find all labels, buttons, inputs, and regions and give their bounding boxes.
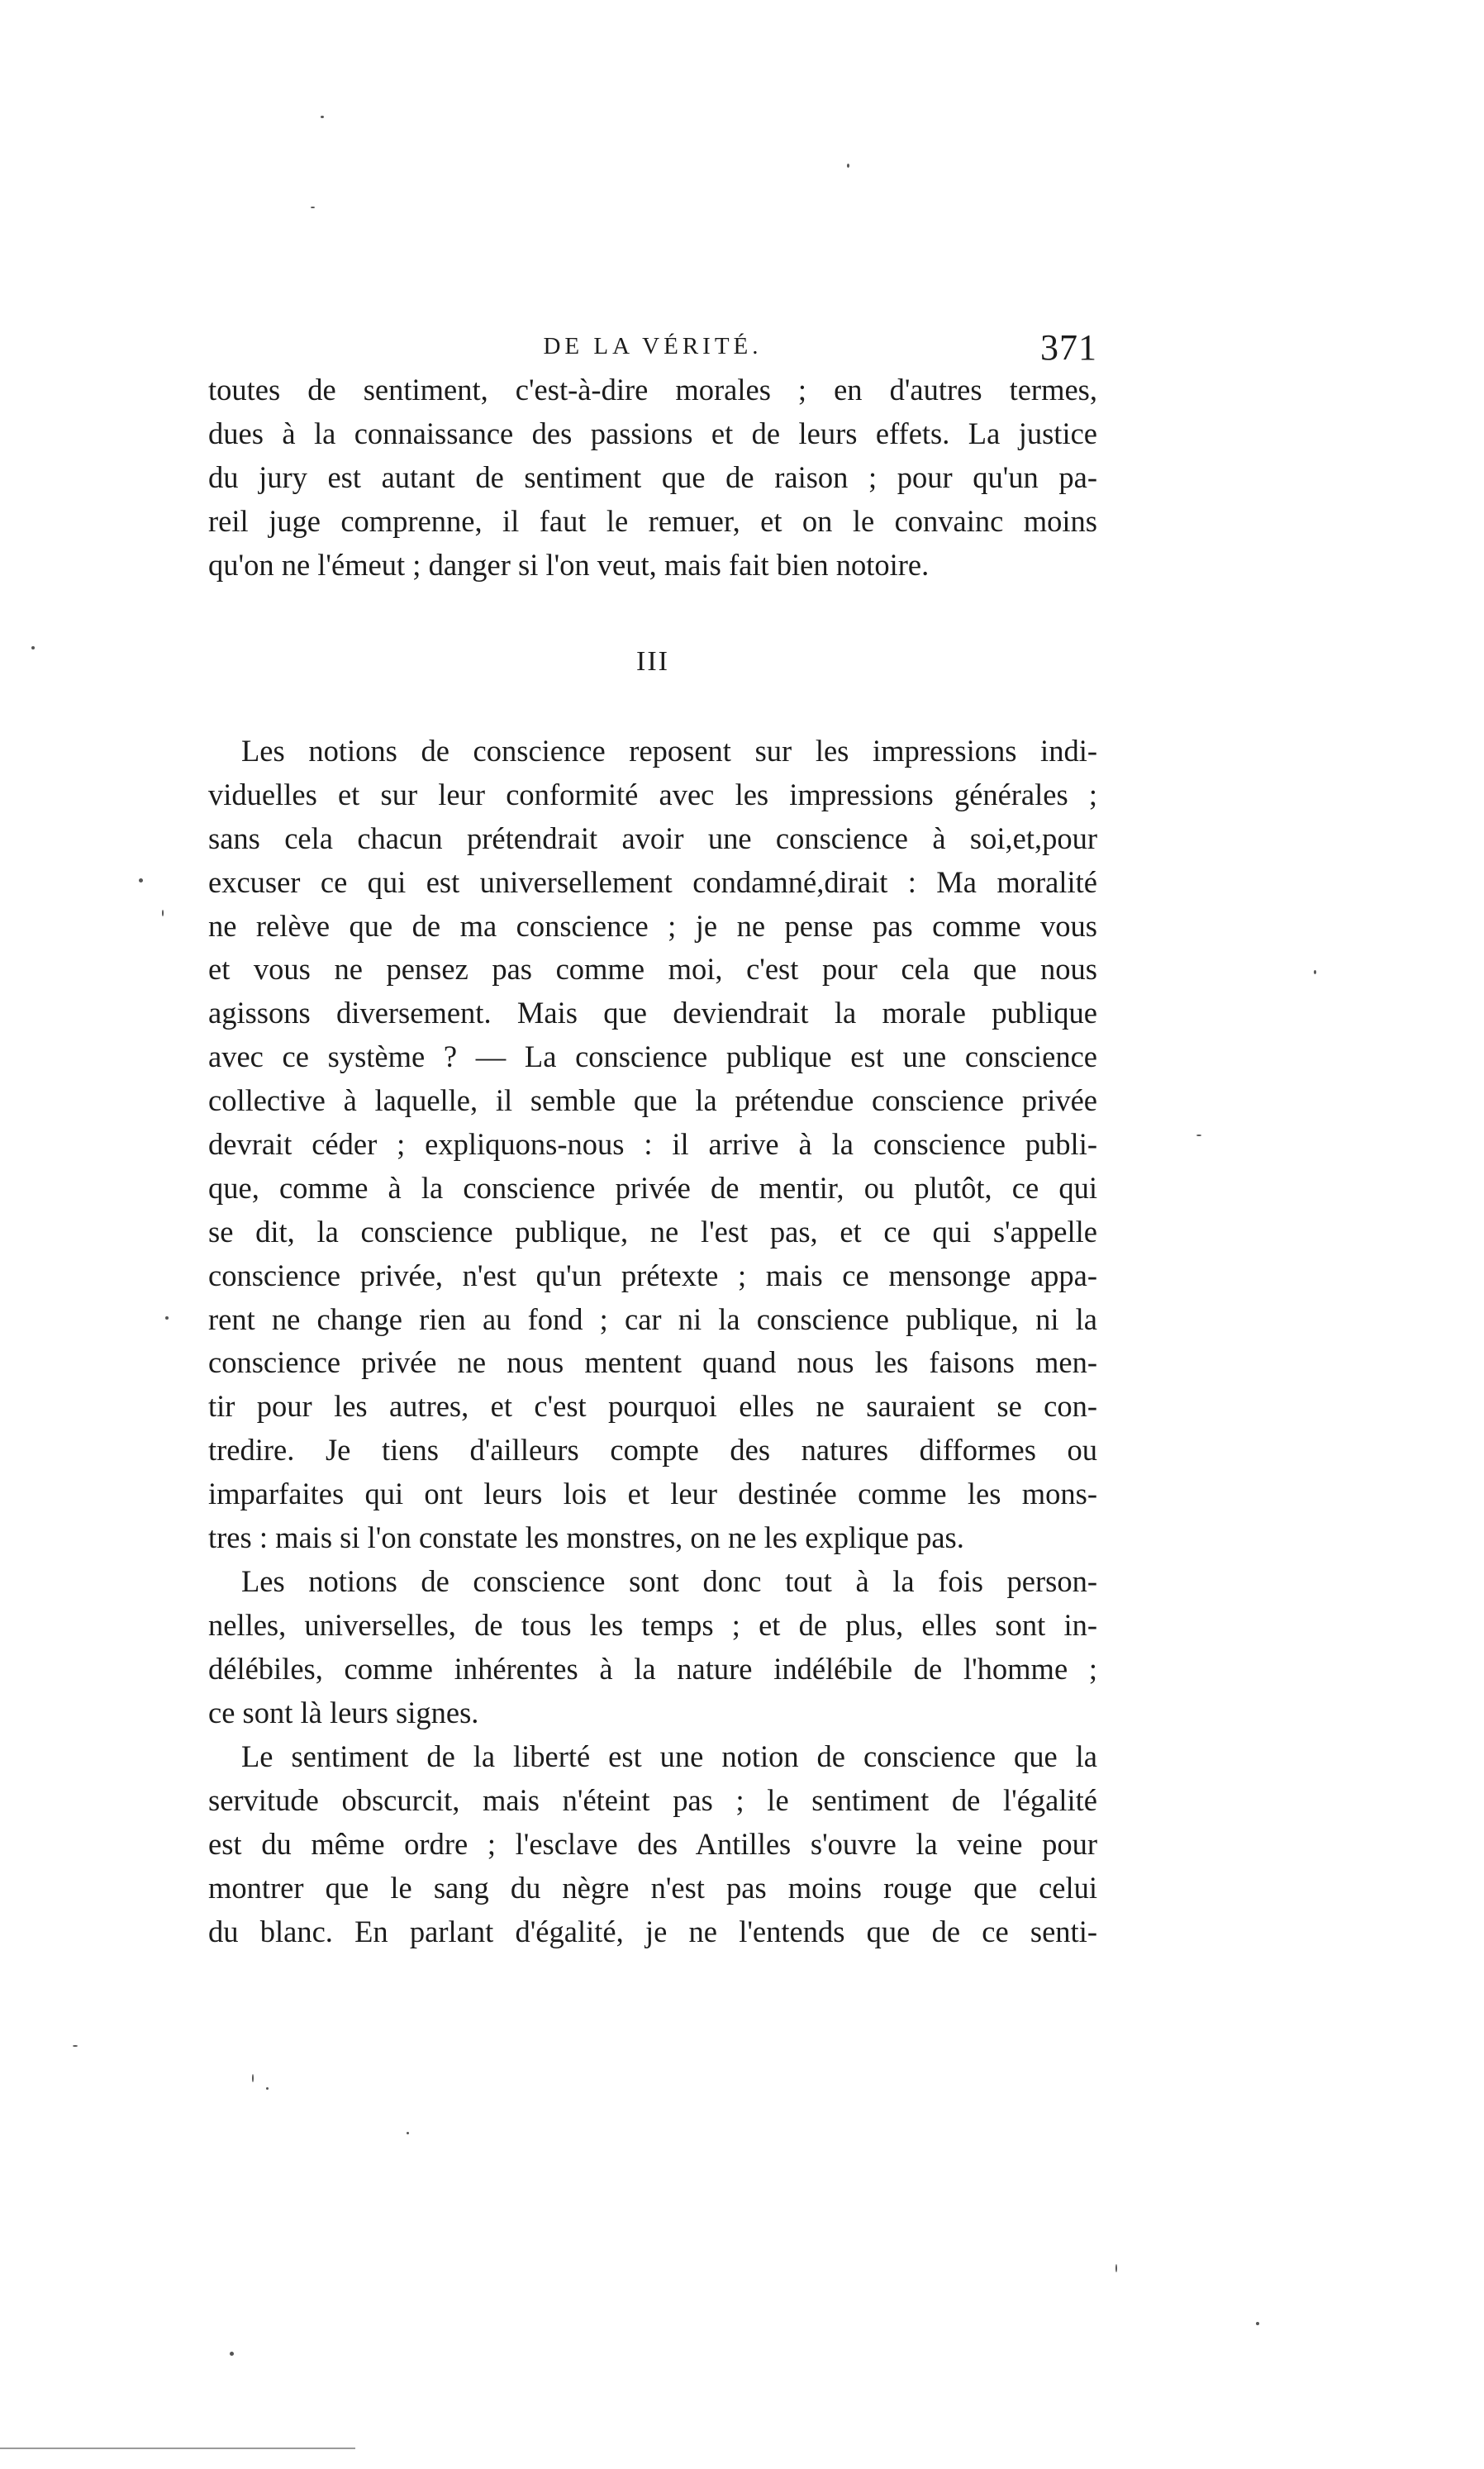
text-line: ce sont là leurs signes. [208, 1695, 479, 1729]
scan-speck [407, 2132, 409, 2134]
text-line: viduelles et sur leur conformité avec les impressions générales ; [208, 777, 1097, 811]
text-line: avec ce système ? — La conscience publique est une conscience [208, 1039, 1097, 1074]
text-line: Le sentiment de la liberté est une notion de conscience que la [241, 1739, 1097, 1773]
scan-speck [1115, 2264, 1117, 2272]
text-line: du blanc. En parlant d'égalité, je ne l'entends que de ce senti- [208, 1914, 1097, 1948]
page-number: 371 [1040, 327, 1097, 368]
paragraph-two [208, 1560, 1097, 1735]
text-line: devrait céder ; expliquons-nous : il arrive à la conscience publi- [208, 1127, 1097, 1162]
scan-speck [311, 207, 315, 208]
text-line: nelles, universelles, de tous les temps ; et de plus, elles sont in- [208, 1607, 1097, 1642]
scan-speck [230, 2352, 234, 2356]
scan-speck [162, 910, 164, 916]
text-line: qu'on ne l'émeut ; danger si l'on veut, mais fait bien notoire. [208, 547, 930, 582]
scan-speck [31, 646, 35, 649]
text-line: montrer que le sang du nègre n'est pas moins rouge que celui [208, 1870, 1097, 1905]
text-line: collective à laquelle, il semble que la prétendue conscience privée [208, 1083, 1097, 1118]
scan-speck [321, 116, 324, 118]
text-line: que, comme à la conscience privée de mentir, ou plutôt, ce qui [208, 1170, 1097, 1205]
scan-speck [139, 878, 143, 882]
text-line: reil juge comprenne, il faut le remuer, et on le convainc moins [208, 503, 1097, 538]
text-line: dues à la connaissance des passions et de leurs effets. La justice [208, 416, 1097, 450]
text-line: du jury est autant de sentiment que de raison ; pour qu'un pa- [208, 459, 1097, 494]
scan-speck [165, 1316, 169, 1320]
text-line: délébiles, comme inhérentes à la nature indélébile de l'homme ; [208, 1651, 1097, 1686]
text-line: se dit, la conscience publique, ne l'est pas, et ce qui s'appelle [208, 1214, 1097, 1249]
text-line: tir pour les autres, et c'est pourquoi elles ne sauraient se con- [208, 1389, 1097, 1424]
text-line: conscience privée ne nous mentent quand nous les faisons men- [208, 1345, 1097, 1380]
scan-speck [847, 164, 849, 168]
text-line: sans cela chacun prétendrait avoir une conscience à soi,et,pour [208, 821, 1097, 855]
scan-speck [1256, 2322, 1259, 2325]
continuation-paragraph [208, 369, 1097, 587]
scan-speck [1314, 970, 1316, 974]
text-line: et vous ne pensez pas comme moi, c'est pour cela que nous [208, 952, 1097, 987]
scan-speck [252, 2074, 254, 2082]
text-line: Les notions de conscience sont donc tout à la fois person- [241, 1564, 1097, 1598]
text-line: toutes de sentiment, c'est-à-dire morales ; en d'autres termes, [208, 373, 1097, 407]
page-header [208, 326, 1097, 368]
paragraph-one [208, 730, 1097, 1560]
text-line: Les notions de conscience reposent sur les impressions indi- [241, 734, 1097, 768]
scan-speck [73, 2045, 78, 2047]
text-line: agissons diversement. Mais que deviendrait la morale publique [208, 996, 1097, 1030]
section-heading: III [636, 646, 669, 677]
text-line: ne relève que de ma conscience ; je ne pense pas comme vous [208, 908, 1097, 943]
text-line: rent ne change rien au fond ; car ni la conscience publique, ni la [208, 1301, 1097, 1336]
text-line: tredire. Je tiens d'ailleurs compte des natures difformes ou [208, 1433, 1097, 1468]
text-line: est du même ordre ; l'esclave des Antilles s'ouvre la veine pour [208, 1826, 1097, 1861]
scan-edge-line [0, 2448, 355, 2449]
scan-speck [266, 2087, 269, 2090]
text-line: excuser ce qui est universellement condamné,dirait : Ma moralité [208, 864, 1097, 899]
scan-speck [1196, 1135, 1201, 1136]
running-head: DE LA VÉRITÉ. [543, 333, 763, 359]
paragraph-three [208, 1735, 1097, 1953]
text-line: servitude obscurcit, mais n'éteint pas ; le sentiment de l'égalité [208, 1782, 1097, 1817]
text-line: conscience privée, n'est qu'un prétexte ; mais ce mensonge appa- [208, 1258, 1097, 1292]
text-line: tres : mais si l'on constate les monstres, on ne les explique pas. [208, 1520, 964, 1555]
text-line: imparfaites qui ont leurs lois et leur destinée comme les mons- [208, 1477, 1097, 1511]
